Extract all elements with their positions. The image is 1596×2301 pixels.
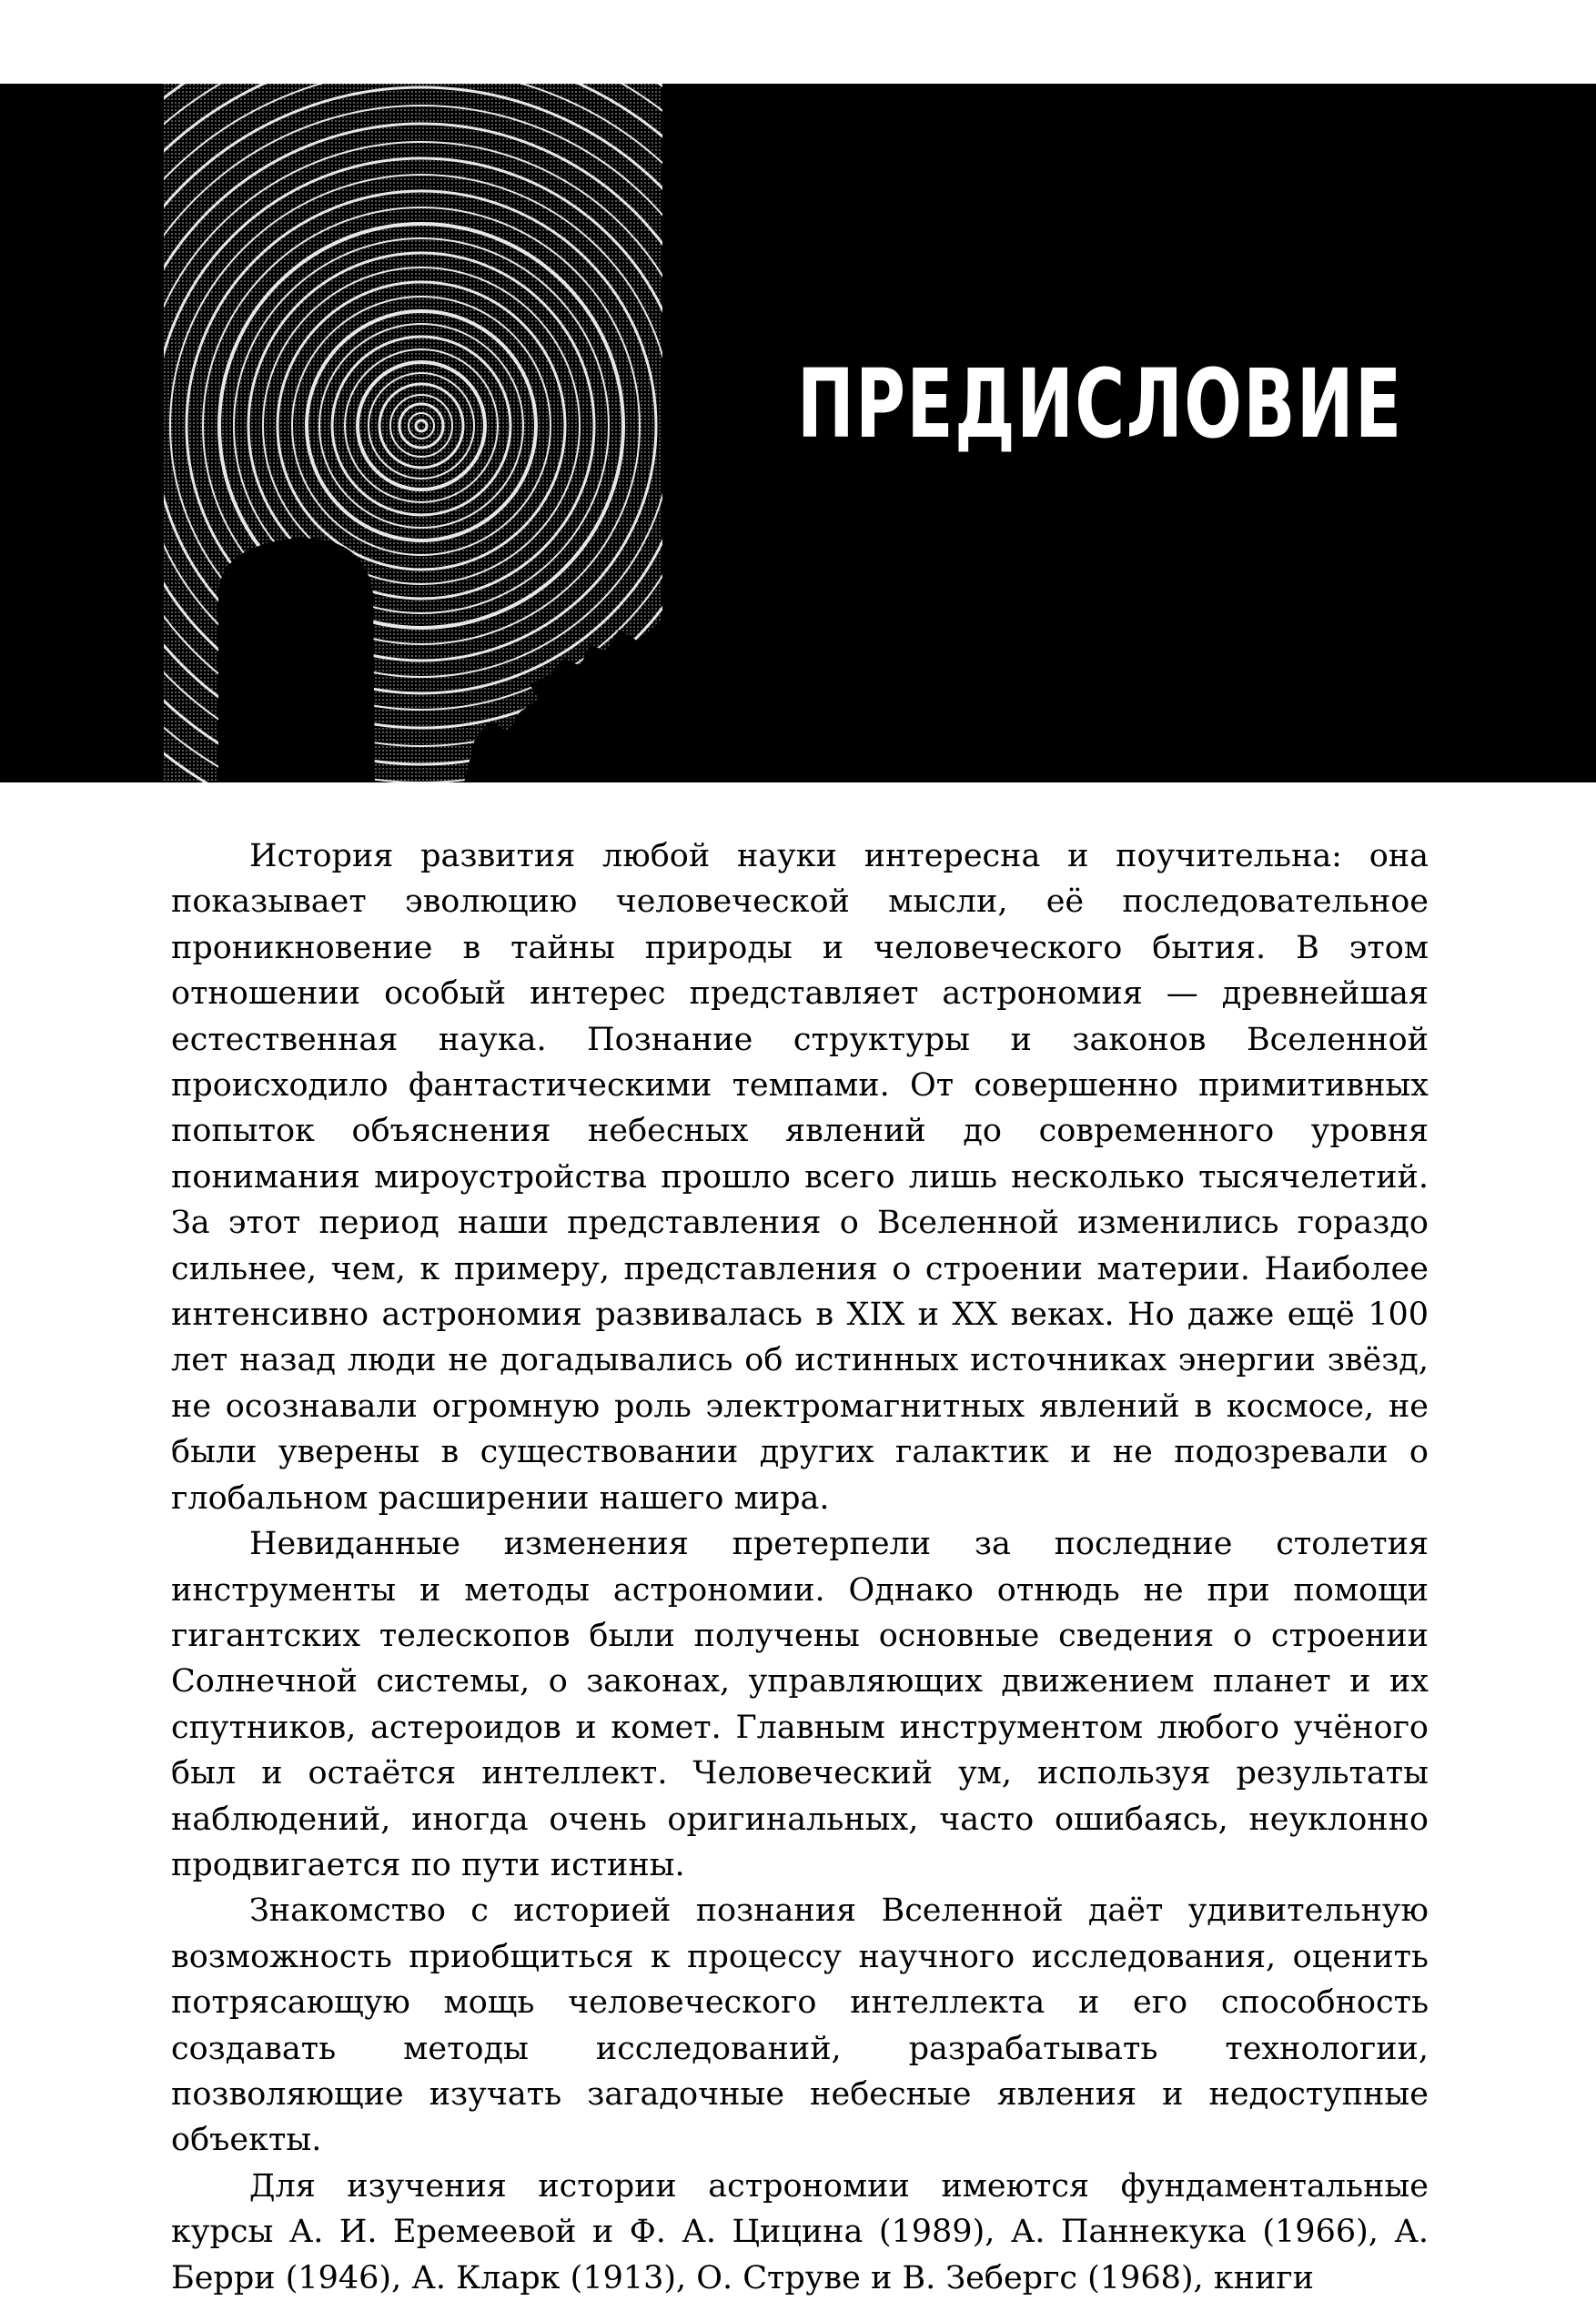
chapter-title: ПРЕДИСЛОВИЕ (797, 348, 1403, 459)
chapter-header-banner (0, 84, 1596, 782)
paragraph: Для изучения истории астрономии имеются фундаментальные курсы А. И. Еремеевой и Ф. А. Цицина (1989), А. Паннекука (1966), А. Берри (1946), А. Кларк (1913), О. Струве и В. Зебергс (1968), книги (171, 2167, 1429, 2296)
star-trails-illustration (164, 84, 662, 782)
preface-body (171, 833, 1429, 2301)
paragraph: Знакомство с историей познания Вселенной даёт удивительную возможность приобщиться к процессу научного исследования, оценить потрясающую мощь человеческого интеллекта и его способность создавать методы исследований, разрабатывать технологии, позволяющие изучать загадочные небесные явления и недоступные объекты. (171, 1892, 1429, 2159)
paragraph: Невиданные изменения претерпели за последние столетия инструменты и методы астрономии. Однако отнюдь не при помощи гигантских телескопов были получены основные сведения о строении Солнечной системы, о законах, управляющих движением планет и их спутников, астероидов и комет. Главным инструментом любого учёного был и остаётся интеллект. Человеческий ум, используя результаты наблюдений, иногда очень оригинальных, часто ошибаясь, неуклонно продвигается по пути истины. (171, 1526, 1429, 1883)
paragraph: История развития любой науки интересна и поучительна: она показывает эволюцию человеческой мысли, её последовательное проникновение в тайны природы и человеческого бытия. В этом отношении особый интерес представляет астрономия — древнейшая естественная наука. Познание структуры и законов Вселенной происходило фантастическими темпами. От совершенно примитивных попыток объяснения небесных явлений до современного уровня понимания мироустройства прошло всего лишь несколько тысячелетий. За этот период наши представления о Вселенной изменились гораздо сильнее, чем, к примеру, представления о строении материи. Наиболее интенсивно астрономия развивалась в XIX и XX веках. Но даже ещё 100 лет назад люди не догадывались об истинных источниках энергии звёзд, не осознавали огромную роль электромагнитных явлений в космосе, не были уверены в существовании других галактик и не подозревали о глобальном расширении нашего мира. (171, 838, 1429, 1517)
star-trails-photo (164, 84, 662, 782)
